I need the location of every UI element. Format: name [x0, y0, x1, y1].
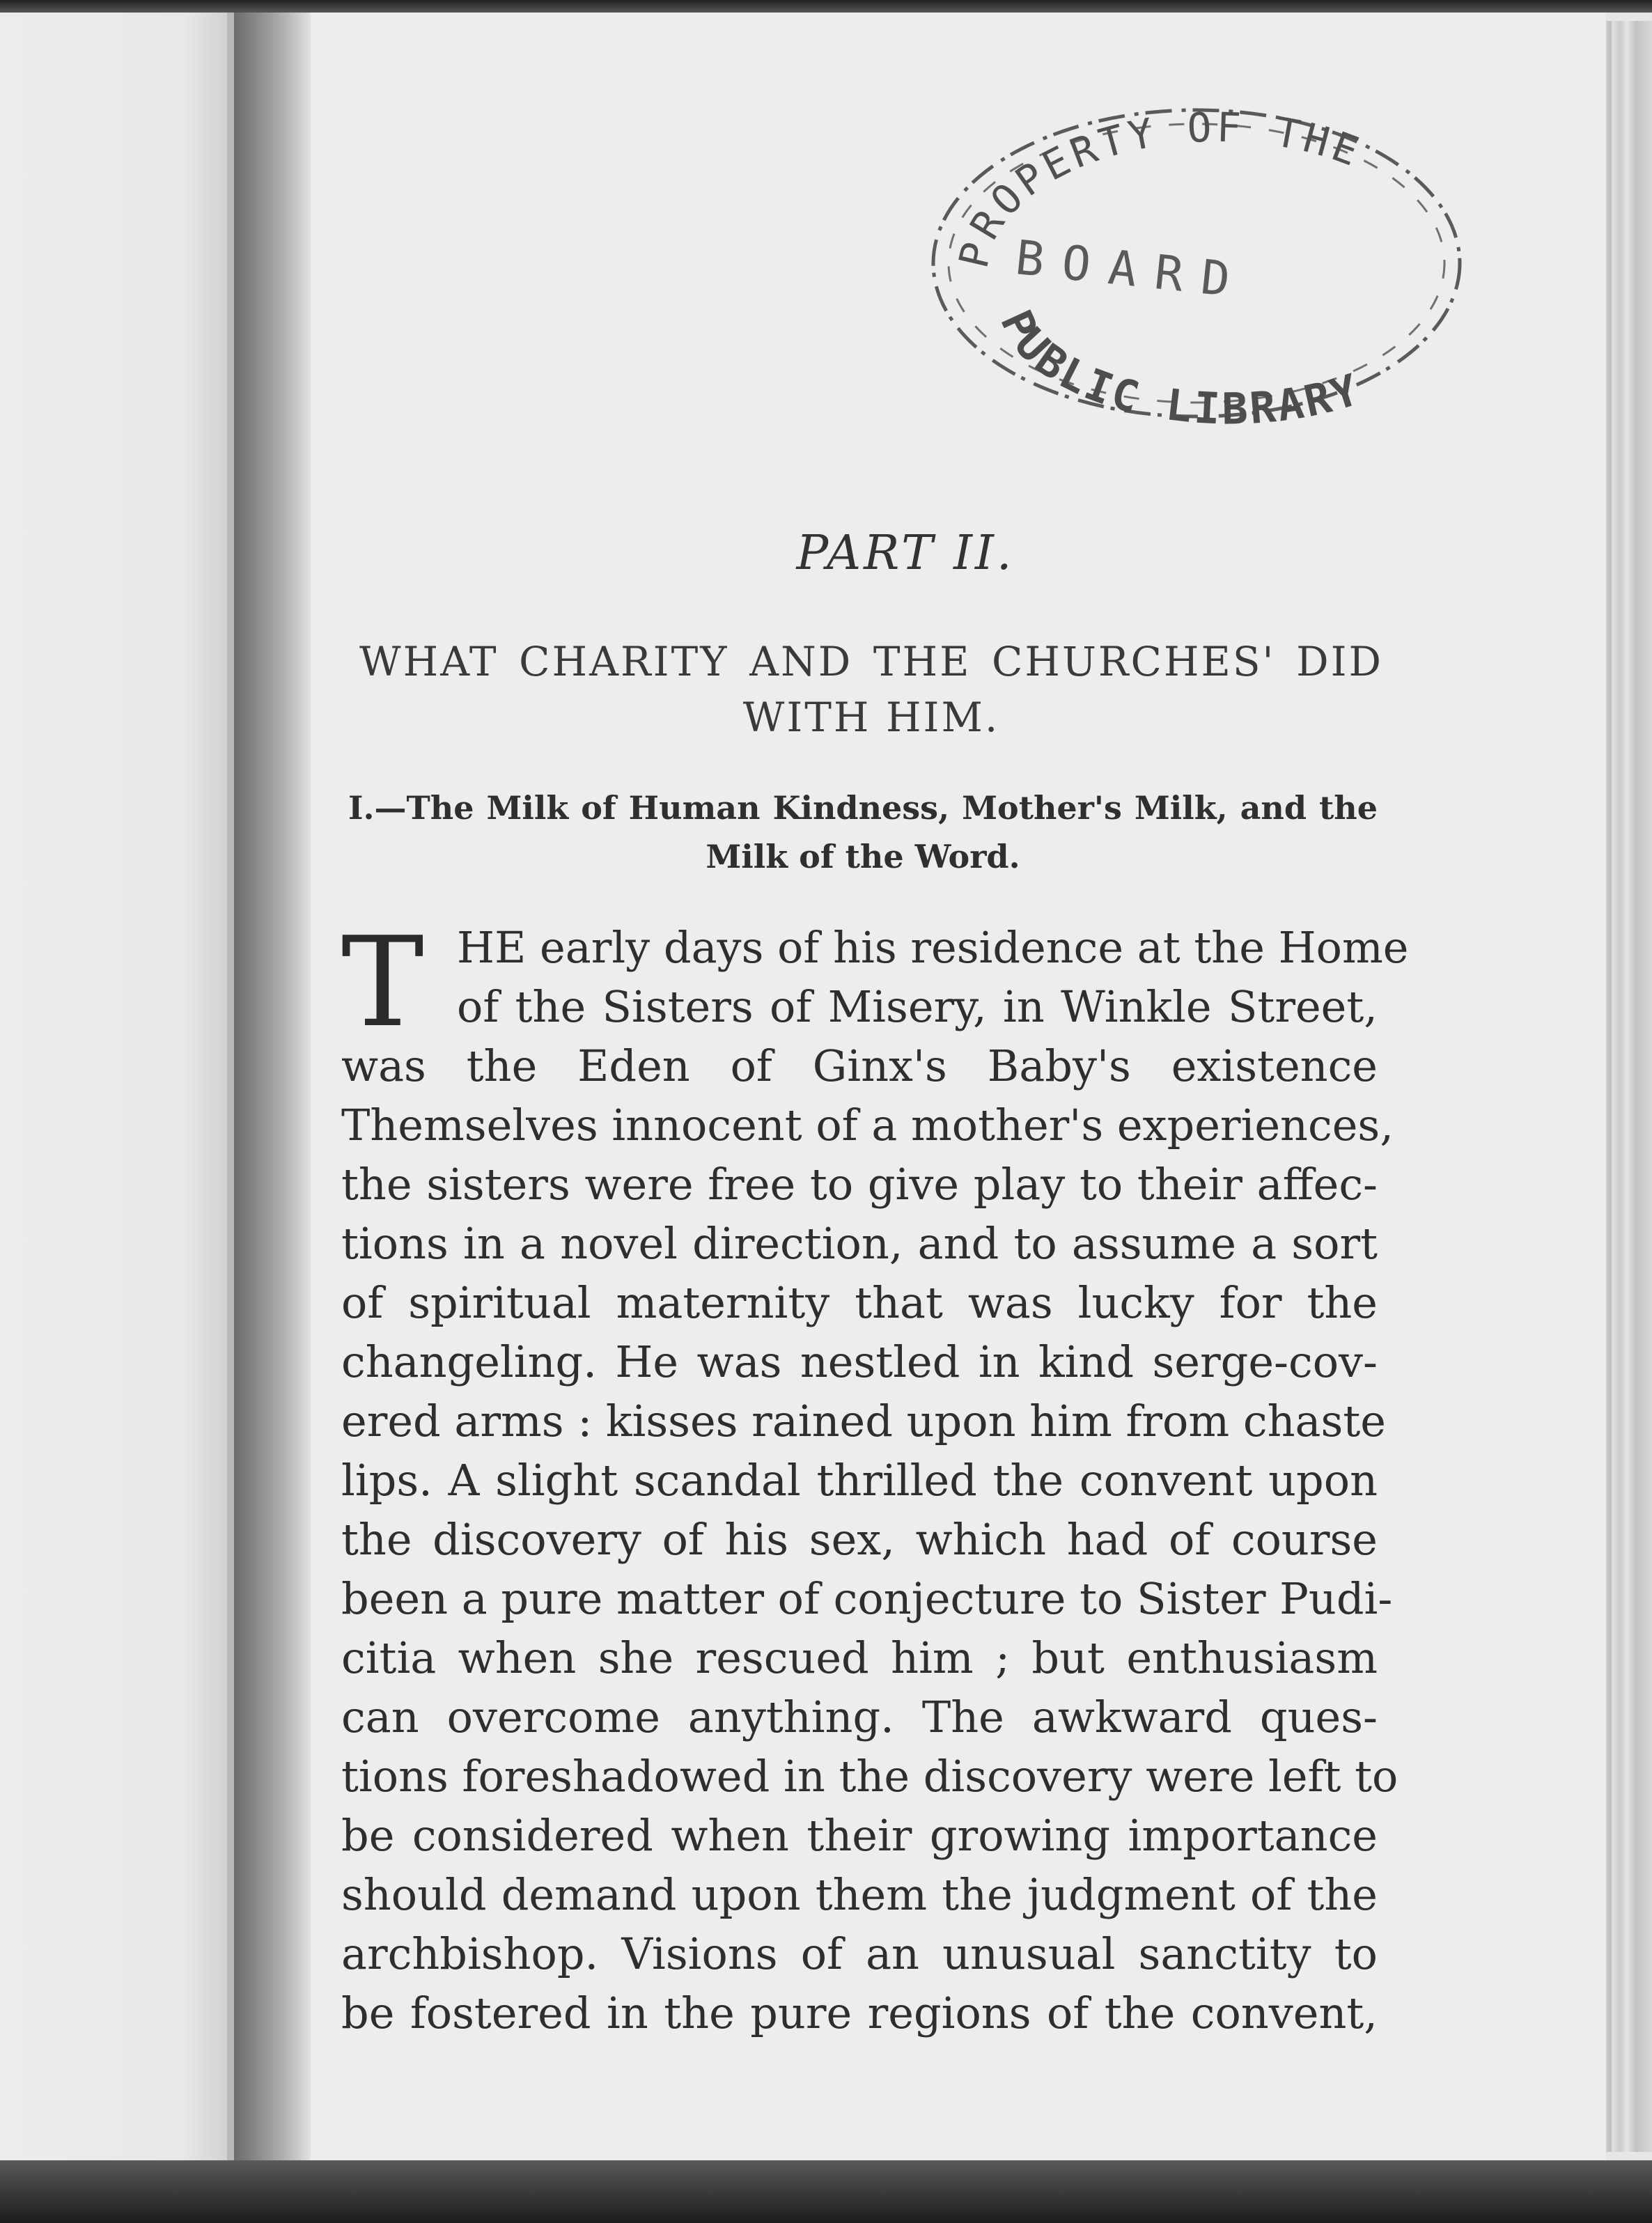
body-line-9: ered arms : kisses rained upon him from chaste — [341, 1396, 1386, 1446]
drop-cap: T — [341, 910, 424, 1054]
chapter-title — [348, 783, 1378, 881]
stamp-text-middle: BOARD — [1013, 230, 1251, 310]
body-line-10: lips. A slight scandal thrilled the convent upon — [341, 1455, 1378, 1506]
stamp-text-top: PROPERTY OF THE — [949, 103, 1369, 272]
body-line-12: been a pure matter of conjecture to Sister Pudi- — [341, 1573, 1393, 1624]
body-line-2: of the Sisters of Misery, in Winkle Street, — [457, 981, 1378, 1032]
stamp-text-bottom: PUBLIC LIBRARY — [990, 302, 1367, 435]
book-gutter-shadow — [234, 13, 311, 2160]
library-stamp — [918, 89, 1489, 451]
body-line-18: archbishop. Visions of an unusual sanctity to — [341, 1928, 1378, 1979]
part-title: PART II. — [796, 526, 1015, 581]
body-line-5: the sisters were free to give play to their affec- — [341, 1159, 1378, 1210]
chapter-title-line-1: I.—The Milk of Human Kindness, Mother's Milk, and the — [348, 789, 1378, 827]
section-heading-line-1: WHAT CHARITY AND THE CHURCHES' DID — [359, 638, 1383, 685]
svg-text:PUBLIC LIBRARY — [990, 302, 1366, 434]
body-line-14: can overcome anything. The awkward ques- — [341, 1692, 1378, 1742]
chapter-title-line-2: Milk of the Word. — [706, 838, 1020, 875]
body-line-4: Themselves innocent of a mother's experiences, — [341, 1100, 1394, 1150]
body-line-15: tions foreshadowed in the discovery were left to — [341, 1751, 1398, 1802]
section-heading — [359, 634, 1383, 745]
scan-bottom-edge — [0, 2160, 1652, 2223]
left-page-edge — [227, 13, 234, 2160]
section-heading-line-2: WITH HIM. — [742, 694, 1000, 741]
page-stack-edge — [1606, 21, 1652, 2152]
body-line-19: be fostered in the pure regions of the convent, — [341, 1988, 1378, 2038]
body-paragraph — [341, 910, 1409, 2043]
body-line-17: should demand upon them the judgment of the — [341, 1869, 1378, 1920]
left-page-blank — [0, 13, 230, 2160]
scan-top-edge — [0, 0, 1652, 13]
body-line-7: of spiritual maternity that was lucky for the — [341, 1277, 1378, 1328]
body-line-8: changeling. He was nestled in kind serge-cov- — [341, 1336, 1378, 1387]
body-line-1: HE early days of his residence at the Home — [457, 922, 1409, 973]
body-line-11: the discovery of his sex, which had of course — [341, 1514, 1378, 1565]
body-line-3: was the Eden of Ginx's Baby's existence — [341, 1040, 1378, 1091]
body-line-13: citia when she rescued him ; but enthusiasm — [341, 1632, 1378, 1683]
body-line-6: tions in a novel direction, and to assume a sort — [341, 1218, 1378, 1269]
body-line-16: be considered when their growing importance — [341, 1810, 1378, 1861]
